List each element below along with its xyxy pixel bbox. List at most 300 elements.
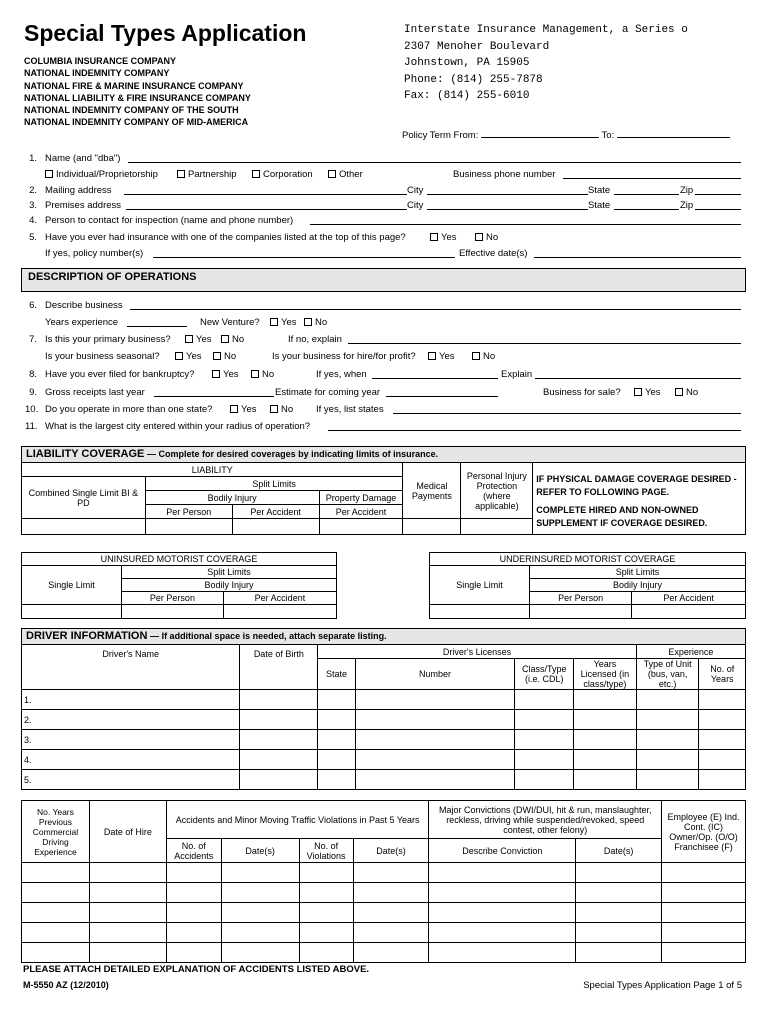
policy-term-to-label: To: [601, 130, 615, 141]
yes-checkbox[interactable] [212, 370, 220, 378]
employee-type-header: Employee (E) Ind. Cont. (IC) Owner/Op. (O/O) Franchisee (F) [662, 801, 746, 863]
no-label: No [486, 232, 499, 243]
property-damage-cell[interactable] [319, 519, 403, 535]
number-cell[interactable] [355, 770, 515, 790]
address-line: Phone: (814) 255-7878 [404, 73, 543, 86]
history-cell[interactable] [576, 923, 662, 943]
unit-type-header: Type of Unit (bus, van, etc.) [636, 659, 699, 690]
uim-per-person-header: Per Person [530, 592, 632, 605]
effective-date-label: Effective date(s) [459, 248, 528, 259]
company-name: NATIONAL INDEMNITY COMPANY OF MID-AMERICA [24, 117, 249, 128]
q7-seasonal-row [0, 351, 770, 364]
policy-number-label: If yes, policy number(s) [45, 248, 144, 259]
q1-label: Name (and "dba") [45, 153, 121, 164]
policy-number-field[interactable] [153, 248, 455, 258]
history-cell[interactable] [353, 883, 429, 903]
history-cell[interactable] [221, 943, 299, 963]
table-row [22, 903, 746, 923]
table-row [22, 750, 746, 770]
yes-label: Yes [441, 232, 457, 243]
num-years-header: No. of Years [699, 659, 746, 690]
primary-business-label: Is this your primary business? [45, 334, 171, 345]
policy-term-from-field[interactable] [481, 128, 599, 138]
table-row [22, 863, 746, 883]
unit-cell[interactable] [636, 710, 699, 730]
state-cell[interactable] [318, 730, 355, 750]
um-bodily-injury-header: Bodily Injury [122, 579, 337, 592]
number-cell[interactable] [355, 750, 515, 770]
driver-row-number[interactable]: 1. [22, 690, 240, 710]
table-row [22, 943, 746, 963]
per-person-cell[interactable] [145, 519, 232, 535]
history-cell[interactable] [89, 923, 166, 943]
history-cell[interactable] [166, 903, 221, 923]
table-row [22, 710, 746, 730]
history-cell[interactable] [576, 883, 662, 903]
city-label: City [407, 185, 424, 196]
history-cell[interactable] [299, 903, 353, 923]
section-note: Complete for desired coverages by indicating limits of insurance. [158, 449, 439, 459]
explain-field[interactable] [535, 369, 741, 379]
liability-table [21, 462, 746, 535]
bankruptcy-label: Have you ever filed for bankruptcy? [45, 369, 195, 380]
history-cell[interactable] [353, 903, 429, 923]
address-line: Johnstown, PA 15905 [404, 57, 530, 69]
combined-limit-cell[interactable] [22, 519, 146, 535]
years-experience-label: Years experience [45, 317, 119, 328]
per-accident-header: Per Accident [232, 505, 319, 519]
history-cell[interactable] [166, 883, 221, 903]
city-field[interactable] [427, 200, 588, 210]
question-number: 10. [25, 404, 39, 415]
history-cell[interactable] [22, 883, 90, 903]
no-label: No [262, 369, 275, 380]
per-accident-header: Per Accident [319, 505, 403, 519]
state-cell[interactable] [318, 750, 355, 770]
no-label: No [315, 317, 328, 328]
zip-label: Zip [680, 200, 694, 211]
agency-address [404, 22, 727, 105]
company-name: NATIONAL FIRE & MARINE INSURANCE COMPANY [24, 80, 244, 91]
company-name: NATIONAL LIABILITY & FIRE INSURANCE COMPANY [24, 92, 251, 103]
yes-checkbox[interactable] [428, 352, 436, 360]
yes-checkbox[interactable] [175, 352, 183, 360]
history-cell[interactable] [299, 943, 353, 963]
list-states-field[interactable] [393, 404, 741, 414]
table-row [22, 883, 746, 903]
history-cell[interactable] [576, 863, 662, 883]
physical-damage-note: IF PHYSICAL DAMAGE COVERAGE DESIRED - REFER TO FOLLOWING PAGE. [536, 474, 737, 497]
no-checkbox[interactable] [213, 352, 221, 360]
zip-field[interactable] [695, 185, 741, 195]
yes-label: Yes [439, 351, 455, 362]
section-note: If additional space is needed, attach separate listing. [161, 631, 387, 641]
conviction-dates-header: Date(s) [576, 839, 662, 863]
coverage-notes [533, 463, 746, 535]
individual-label: Individual/Proprietorship [56, 169, 158, 180]
no-label: No [224, 351, 237, 362]
violation-dates-header: Date(s) [353, 839, 429, 863]
q5-row [0, 232, 770, 245]
company-list [24, 55, 251, 129]
contact-field[interactable] [310, 215, 741, 225]
question-number: 3. [29, 200, 37, 211]
per-person-header: Per Person [145, 505, 232, 519]
uim-per-accident-header: Per Accident [632, 592, 746, 605]
per-accident-cell[interactable] [232, 519, 319, 535]
company-name: NATIONAL INDEMNITY COMPANY [24, 68, 170, 79]
table-row [22, 923, 746, 943]
q3-row [0, 200, 770, 213]
unit-cell[interactable] [636, 770, 699, 790]
describe-business-field[interactable] [130, 300, 741, 310]
contact-label: Person to contact for inspection (name and phone number) [45, 215, 294, 226]
state-cell[interactable] [318, 690, 355, 710]
yes-label: Yes [196, 334, 212, 345]
license-number-header: Number [355, 659, 515, 690]
dob-cell[interactable] [240, 730, 318, 750]
yes-checkbox[interactable] [430, 233, 438, 241]
policy-term-from-label: Policy Term From: [402, 130, 479, 141]
num-accidents-header: No. of Accidents [166, 839, 221, 863]
no-checkbox[interactable] [270, 405, 278, 413]
gross-receipts-field[interactable] [154, 387, 274, 397]
premises-address-field[interactable] [126, 200, 407, 210]
effective-date-field[interactable] [534, 248, 741, 258]
major-convictions-header: Major Convictions (DWI/DUI, hit & run, manslaughter, reckless, driving while suspended/revoked, speed contest, other felony) [429, 801, 662, 839]
uim-title: UNDERINSURED MOTORIST COVERAGE [430, 553, 746, 566]
class-cell[interactable] [515, 710, 574, 730]
question-number: 6. [29, 300, 37, 311]
dob-header: Date of Birth [240, 645, 318, 690]
no-checkbox[interactable] [675, 388, 683, 396]
city-label: City [407, 200, 424, 211]
class-cell[interactable] [515, 690, 574, 710]
history-cell[interactable] [429, 923, 576, 943]
corporation-checkbox[interactable] [252, 170, 260, 178]
no-checkbox[interactable] [221, 335, 229, 343]
estimate-label: Estimate for coming year [275, 387, 381, 398]
split-limits-header: Split Limits [145, 477, 403, 491]
years-licensed-header: Years Licensed (in class/type) [574, 659, 637, 690]
driver-table [21, 644, 746, 790]
explain-label: If no, explain [288, 334, 342, 345]
estimate-field[interactable] [386, 387, 498, 397]
driver-row-number[interactable]: 4. [22, 750, 240, 770]
liability-header: LIABILITY [22, 463, 403, 477]
q5-policy-row [0, 248, 770, 261]
state-label: State [588, 200, 611, 211]
number-cell[interactable] [355, 730, 515, 750]
form-number: M-5550 AZ (12/2010) [23, 980, 109, 990]
exp-years-cell[interactable] [699, 750, 746, 770]
history-cell[interactable] [662, 943, 746, 963]
exp-years-cell[interactable] [699, 730, 746, 750]
when-label: If yes, when [316, 369, 367, 380]
q9-row [0, 387, 770, 400]
history-cell[interactable] [429, 863, 576, 883]
history-cell[interactable] [89, 903, 166, 923]
driver-row-number[interactable]: 5. [22, 770, 240, 790]
um-single-limit-header: Single Limit [22, 566, 122, 605]
history-cell[interactable] [662, 863, 746, 883]
history-cell[interactable] [166, 943, 221, 963]
gross-receipts-label: Gross receipts last year [45, 387, 145, 398]
dob-cell[interactable] [240, 770, 318, 790]
yes-label: Yes [186, 351, 202, 362]
history-cell[interactable] [299, 863, 353, 883]
um-per-accident-cell[interactable] [223, 605, 336, 619]
driver-name-header: Driver's Name [22, 645, 240, 690]
address-line: 2307 Menoher Boulevard [404, 40, 550, 53]
business-phone-field[interactable] [563, 169, 741, 179]
no-checkbox[interactable] [472, 352, 480, 360]
mailing-address-field[interactable] [124, 185, 407, 195]
describe-conviction-header: Describe Conviction [429, 839, 576, 863]
list-states-label: If yes, list states [316, 404, 384, 415]
class-cell[interactable] [515, 750, 574, 770]
premises-address-label: Premises address [45, 200, 122, 211]
history-cell[interactable] [662, 883, 746, 903]
history-cell[interactable] [299, 923, 353, 943]
individual-checkbox[interactable] [45, 170, 53, 178]
um-per-person-cell[interactable] [122, 605, 224, 619]
largest-city-field[interactable] [328, 421, 741, 431]
other-label: Other [339, 169, 363, 180]
table-row [22, 690, 746, 710]
class-type-header: Class/Type (i.e. CDL) [515, 659, 574, 690]
q11-row [0, 421, 770, 434]
for-sale-label: Business for sale? [543, 387, 621, 398]
property-damage-header: Property Damage [319, 491, 403, 505]
history-cell[interactable] [299, 883, 353, 903]
state-cell[interactable] [318, 710, 355, 730]
when-field[interactable] [372, 369, 498, 379]
business-phone-label: Business phone number [453, 169, 556, 180]
uim-per-person-cell[interactable] [530, 605, 632, 619]
yes-checkbox[interactable] [230, 405, 238, 413]
years-cell[interactable] [574, 690, 637, 710]
table-row [22, 730, 746, 750]
driver-history-table [21, 800, 746, 963]
driver-row-number[interactable]: 3. [22, 730, 240, 750]
exp-years-cell[interactable] [699, 770, 746, 790]
uninsured-motorist-table [21, 552, 337, 619]
underinsured-motorist-table [429, 552, 746, 619]
combined-single-limit-header: Combined Single Limit BI & PD [22, 477, 146, 519]
accident-dates-header: Date(s) [221, 839, 299, 863]
uim-bodily-injury-header: Bodily Injury [530, 579, 746, 592]
q6-row [0, 300, 770, 313]
policy-term [402, 128, 730, 141]
question-number: 2. [29, 185, 37, 196]
years-cell[interactable] [574, 710, 637, 730]
hired-nonowned-note: COMPLETE HIRED AND NON-OWNED SUPPLEMENT IF COVERAGE DESIRED. [536, 505, 708, 528]
q10-row [0, 404, 770, 417]
history-cell[interactable] [576, 903, 662, 923]
yes-checkbox[interactable] [270, 318, 278, 326]
question-number: 4. [29, 215, 37, 226]
no-label: No [686, 387, 699, 398]
history-cell[interactable] [22, 943, 90, 963]
liability-section-header: LIABILITY COVERAGE — Complete for desired coverages by indicating limits of insurance. [21, 446, 746, 462]
multi-state-label: Do you operate in more than one state? [45, 404, 213, 415]
experience-header: Experience [636, 645, 745, 659]
yes-checkbox[interactable] [634, 388, 642, 396]
history-cell[interactable] [662, 923, 746, 943]
history-cell[interactable] [353, 923, 429, 943]
uim-per-accident-cell[interactable] [632, 605, 746, 619]
uim-single-limit-cell[interactable] [430, 605, 530, 619]
yes-label: Yes [645, 387, 661, 398]
no-label: No [483, 351, 496, 362]
history-cell[interactable] [166, 923, 221, 943]
partnership-label: Partnership [188, 169, 237, 180]
section-title: DESCRIPTION OF OPERATIONS [28, 271, 197, 283]
largest-city-label: What is the largest city entered within your radius of operation? [45, 421, 311, 432]
question-number: 11. [25, 421, 38, 432]
prior-insurance-label: Have you ever had insurance with one of the companies listed at the top of this page? [45, 232, 406, 243]
yes-label: Yes [223, 369, 239, 380]
pip-cell[interactable] [461, 519, 533, 535]
state-label: State [588, 185, 611, 196]
describe-business-label: Describe business [45, 300, 123, 311]
driver-row-number[interactable]: 2. [22, 710, 240, 730]
history-cell[interactable] [221, 923, 299, 943]
page-number: Special Types Application Page 1 of 5 [583, 980, 742, 991]
um-per-accident-header: Per Accident [223, 592, 336, 605]
q8-row [0, 369, 770, 382]
no-label: No [281, 404, 294, 415]
medical-payments-header: Medical Payments [403, 463, 461, 519]
partnership-checkbox[interactable] [177, 170, 185, 178]
class-cell[interactable] [515, 770, 574, 790]
question-number: 9. [29, 387, 37, 398]
driver-section-header: DRIVER INFORMATION — If additional space is needed, attach separate listing. [21, 628, 746, 644]
company-name: NATIONAL INDEMNITY COMPANY OF THE SOUTH [24, 105, 239, 116]
accidents-header: Accidents and Minor Moving Traffic Violations in Past 5 Years [166, 801, 429, 839]
prev-experience-header: No. Years Previous Commercial Driving Experience [22, 801, 90, 863]
uim-split-limits-header: Split Limits [530, 566, 746, 579]
city-field[interactable] [427, 185, 588, 195]
history-cell[interactable] [89, 883, 166, 903]
state-field[interactable] [614, 200, 679, 210]
history-cell[interactable] [221, 883, 299, 903]
exp-years-cell[interactable] [699, 710, 746, 730]
history-cell[interactable] [166, 863, 221, 883]
yes-checkbox[interactable] [185, 335, 193, 343]
um-split-limits-header: Split Limits [122, 566, 337, 579]
history-cell[interactable] [89, 863, 166, 883]
medical-payments-cell[interactable] [403, 519, 461, 535]
new-venture-label: New Venture? [200, 317, 260, 328]
history-cell[interactable] [22, 923, 90, 943]
years-cell[interactable] [574, 730, 637, 750]
um-single-limit-cell[interactable] [22, 605, 122, 619]
section-title: DRIVER INFORMATION [26, 630, 148, 642]
history-cell[interactable] [429, 903, 576, 923]
policy-term-to-field[interactable] [617, 128, 730, 138]
corporation-label: Corporation [263, 169, 313, 180]
history-cell[interactable] [576, 943, 662, 963]
question-number: 5. [29, 232, 37, 243]
licenses-header: Driver's Licenses [318, 645, 636, 659]
uim-single-limit-header: Single Limit [430, 566, 530, 605]
for-hire-label: Is your business for hire/for profit? [272, 351, 416, 362]
dob-cell[interactable] [240, 690, 318, 710]
history-cell[interactable] [429, 943, 576, 963]
explain-field[interactable] [348, 334, 741, 344]
zip-label: Zip [680, 185, 694, 196]
years-experience-field[interactable] [127, 317, 187, 327]
dob-cell[interactable] [240, 750, 318, 770]
pip-header: Personal Injury Protection (where applicable) [461, 463, 533, 519]
q2-row [0, 185, 770, 198]
question-number: 1. [29, 153, 37, 164]
history-cell[interactable] [353, 943, 429, 963]
other-checkbox[interactable] [328, 170, 336, 178]
q6-years-row [0, 317, 770, 330]
history-cell[interactable] [353, 863, 429, 883]
no-checkbox[interactable] [251, 370, 259, 378]
company-name: COLUMBIA INSURANCE COMPANY [24, 56, 176, 66]
history-cell[interactable] [22, 863, 90, 883]
history-cell[interactable] [89, 943, 166, 963]
question-number: 8. [29, 369, 37, 380]
history-cell[interactable] [221, 903, 299, 923]
um-title: UNINSURED MOTORIST COVERAGE [22, 553, 337, 566]
unit-cell[interactable] [636, 750, 699, 770]
class-cell[interactable] [515, 730, 574, 750]
history-cell[interactable] [429, 883, 576, 903]
history-cell[interactable] [221, 863, 299, 883]
state-cell[interactable] [318, 770, 355, 790]
years-cell[interactable] [574, 750, 637, 770]
seasonal-label: Is your business seasonal? [45, 351, 160, 362]
section-title: LIABILITY COVERAGE [26, 448, 145, 460]
num-violations-header: No. of Violations [299, 839, 353, 863]
years-cell[interactable] [574, 770, 637, 790]
yes-label: Yes [241, 404, 257, 415]
q1-row [0, 153, 770, 166]
unit-cell[interactable] [636, 730, 699, 750]
no-checkbox[interactable] [304, 318, 312, 326]
q1-entity-row [0, 169, 770, 182]
number-cell[interactable] [355, 690, 515, 710]
date-of-hire-header: Date of Hire [89, 801, 166, 863]
address-line: Fax: (814) 255-6010 [404, 90, 530, 102]
unit-cell[interactable] [636, 690, 699, 710]
state-field[interactable] [614, 185, 679, 195]
table-row [22, 770, 746, 790]
zip-field[interactable] [695, 200, 741, 210]
exp-years-cell[interactable] [699, 690, 746, 710]
state-header: State [318, 659, 355, 690]
q4-row [0, 215, 770, 228]
question-number: 7. [29, 334, 37, 345]
history-cell[interactable] [22, 903, 90, 923]
page-title: Special Types Application [24, 20, 307, 46]
name-field[interactable] [128, 153, 741, 163]
number-cell[interactable] [355, 710, 515, 730]
dob-cell[interactable] [240, 710, 318, 730]
operations-section-header [21, 268, 746, 292]
um-per-person-header: Per Person [122, 592, 224, 605]
yes-label: Yes [281, 317, 297, 328]
history-cell[interactable] [662, 903, 746, 923]
no-label: No [232, 334, 245, 345]
no-checkbox[interactable] [475, 233, 483, 241]
